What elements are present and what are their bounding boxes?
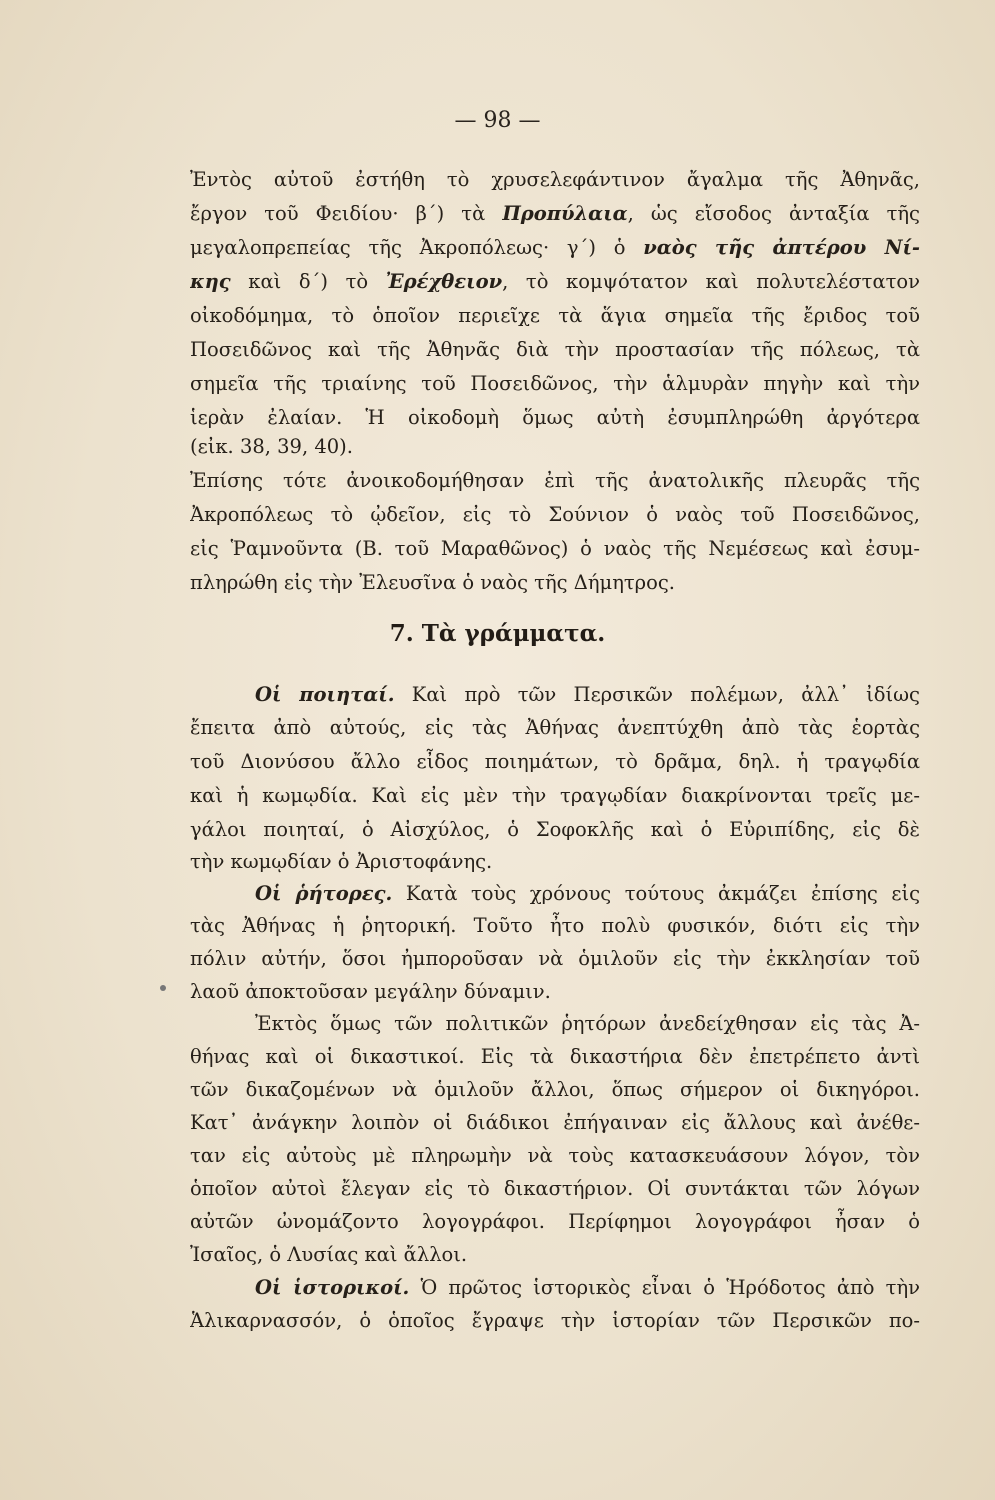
section-heading: 7. Τὰ γράμματα. xyxy=(389,620,606,647)
text-line: Ἰσαῖος, ὁ Λυσίας καὶ ἄλλοι. xyxy=(190,1243,468,1266)
text-line: τοῦ Διονύσου ἄλλο εἶδος ποιημάτων, τὸ δρᾶμα, δηλ. ἡ τραγῳδία xyxy=(190,750,920,773)
text-run: μεγαλοπρεπείας τῆς Ἀκροπόλεως· γ΄) ὁ xyxy=(190,236,644,259)
text-line: ἱερὰν ἐλαίαν. Ἡ οἰκοδομὴ ὅμως αὐτὴ ἐσυμπληρώθη ἀργότερα xyxy=(190,406,920,429)
temple-nike-term: ναὸς τῆς ἀπτέρου Νί- xyxy=(643,236,920,259)
text-line: θήνας καὶ οἱ δικαστικοί. Εἰς τὰ δικαστήρια δὲν ἐπετρέπετο ἀντὶ xyxy=(190,1045,920,1068)
text-line: Ἐντὸς αὐτοῦ ἐστήθη τὸ χρυσελεφάντινον ἄγαλμα τῆς Ἀθηνᾶς, xyxy=(190,168,920,191)
text-run: Καὶ πρὸ τῶν Περσικῶν πολέμων, ἀλλ᾽ ἰδίως xyxy=(394,683,920,706)
text-line: οἰκοδόμημα, τὸ ὁποῖον περιεῖχε τὰ ἅγια σημεῖα τῆς ἔριδος τοῦ xyxy=(190,304,920,327)
text-run: καὶ δ΄) τὸ xyxy=(230,270,386,293)
text-line: αὐτῶν ὠνομάζοντο λογογράφοι. Περίφημοι λογογράφοι ἦσαν ὁ xyxy=(190,1210,920,1233)
text-line: λαοῦ ἀποκτοῦσαν μεγάλην δύναμιν. xyxy=(190,980,551,1003)
text-line: εἰς Ῥαμνοῦντα (Β. τοῦ Μαραθῶνος) ὁ ναὸς τῆς Νεμέσεως καὶ ἐσυμ- xyxy=(190,537,920,560)
text-line: σημεῖα τῆς τριαίνης τοῦ Ποσειδῶνος, τὴν ἁλμυρὰν πηγὴν καὶ τὴν xyxy=(190,372,920,395)
text-line xyxy=(190,197,920,231)
text-line: ταν εἰς αὐτοὺς μὲ πληρωμὴν νὰ τοὺς κατασκευάσουν λόγον, τὸν xyxy=(190,1144,920,1167)
text-run: , ὡς εἴσοδος ἀνταξία τῆς xyxy=(627,202,920,225)
ink-speck xyxy=(160,985,166,991)
text-line: Ἀκροπόλεως τὸ ᾠδεῖον, εἰς τὸ Σούνιον ὁ ναὸς τοῦ Ποσειδῶνος, xyxy=(190,503,920,526)
text-run: Κατὰ τοὺς χρόνους τούτους ἀκμάζει ἐπίσης εἰς xyxy=(392,882,920,905)
text-line: τὴν κωμῳδίαν ὁ Ἀριστοφάνης. xyxy=(190,850,493,873)
poets-subheading: Οἱ ποιηταί. xyxy=(255,683,395,706)
text-line: πόλιν αὐτήν, ὅσοι ἠμποροῦσαν νὰ ὁμιλοῦν εἰς τὴν ἐκκλησίαν τοῦ xyxy=(190,947,920,970)
text-line: Ἁλικαρνασσόν, ὁ ὁποῖος ἔγραψε τὴν ἱστορίαν τῶν Περσικῶν πο- xyxy=(190,1309,920,1332)
text-line: Κατ᾽ ἀνάγκην λοιπὸν οἱ διάδικοι ἐπήγαιναν εἰς ἄλλους καὶ ἀνέθε- xyxy=(190,1111,920,1134)
text-line xyxy=(190,265,920,299)
text-line: Ἐπίσης τότε ἀνοικοδομήθησαν ἐπὶ τῆς ἀνατολικῆς πλευρᾶς τῆς xyxy=(190,469,920,492)
text-line: ἔπειτα ἀπὸ αὐτούς, εἰς τὰς Ἀθήνας ἀνεπτύχθη ἀπὸ τὰς ἑορτὰς xyxy=(190,716,920,739)
text-run: , τὸ κομψότατον καὶ πολυτελέστατον xyxy=(502,270,920,293)
text-line: τὰς Ἀθήνας ἡ ῥητορική. Τοῦτο ἦτο πολὺ φυσικόν, διότι εἰς τὴν xyxy=(190,914,920,937)
orators-subheading: Οἱ ῥήτορες. xyxy=(255,882,393,905)
text-line xyxy=(255,678,920,712)
propylaia-term: Προπύλαια xyxy=(502,202,628,225)
text-line: πληρώθη εἰς τὴν Ἐλευσῖνα ὁ ναὸς τῆς Δήμητρος. xyxy=(190,571,676,594)
text-run: ἔργον τοῦ Φειδίου· β΄) τὰ xyxy=(190,202,503,225)
text-line xyxy=(255,877,920,911)
text-run: Ὁ πρῶτος ἱστορικὸς εἶναι ὁ Ἡρόδοτος ἀπὸ τὴν xyxy=(409,1276,920,1299)
page-number: — 98 — xyxy=(454,108,541,133)
text-line: Ποσειδῶνος καὶ τῆς Ἀθηνᾶς διὰ τὴν προστασίαν τῆς πόλεως, τὰ xyxy=(190,338,920,361)
erechtheion-term: Ἐρέχθειον xyxy=(385,270,503,293)
text-line: καὶ ἡ κωμῳδία. Καὶ εἰς μὲν τὴν τραγῳδίαν διακρίνονται τρεῖς με- xyxy=(190,784,920,807)
text-line: ὁποῖον αὐτοὶ ἔλεγαν εἰς τὸ δικαστήριον. Οἱ συντάκται τῶν λόγων xyxy=(190,1177,920,1200)
text-line: (εἰκ. 38, 39, 40). xyxy=(190,435,353,458)
historians-subheading: Οἱ ἱστορικοί. xyxy=(255,1276,410,1299)
text-line: γάλοι ποιηταί, ὁ Αἰσχύλος, ὁ Σοφοκλῆς καὶ ὁ Εὐριπίδης, εἰς δὲ xyxy=(190,818,920,841)
text-line: Ἐκτὸς ὅμως τῶν πολιτικῶν ῥητόρων ἀνεδείχθησαν εἰς τὰς Ἀ- xyxy=(255,1012,920,1035)
text-line xyxy=(190,231,920,265)
temple-nike-term-cont: κης xyxy=(190,270,231,293)
text-line xyxy=(255,1271,920,1305)
text-line: τῶν δικαζομένων νὰ ὁμιλοῦν ἄλλοι, ὅπως σήμερον οἱ δικηγόροι. xyxy=(190,1078,920,1101)
